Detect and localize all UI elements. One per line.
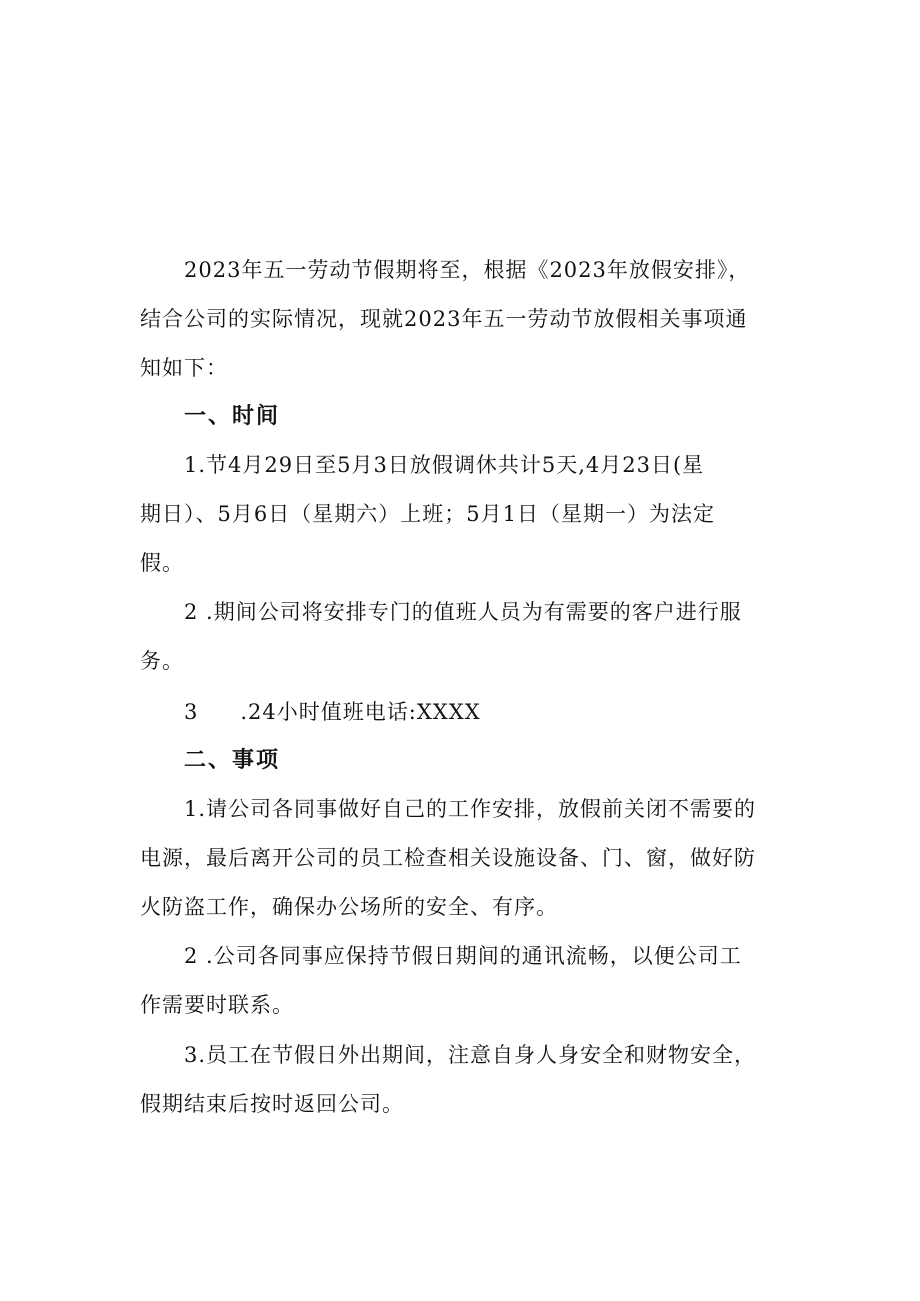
matters-item-2 — [140, 932, 800, 1030]
time-item-3-text: .24小时值班电话:XXXX — [240, 700, 481, 724]
matters-item-3-line-2: 假期结束后按时返回公司。 — [140, 1092, 404, 1116]
section-heading-time: 一、时间 — [184, 404, 281, 429]
matters-item-3 — [140, 1031, 800, 1129]
matters-item-1 — [140, 785, 800, 932]
matters-item-1-line-3: 火防盗工作，确保办公场所的安全、有序。 — [140, 895, 558, 919]
time-item-1-line-1: 1.节4月29日至5月3日放假调休共计5天,4月23日(星 — [184, 453, 705, 477]
intro-line-2: 结合公司的实际情况，现就2023年五一劳动节放假相关事项通 — [140, 307, 748, 331]
matters-item-1-line-1: 1.请公司各同事做好自己的工作安排，放假前关闭不需要的 — [184, 797, 757, 821]
time-item-3 — [140, 688, 800, 737]
matters-item-2-line-2: 作需要时联系。 — [140, 993, 294, 1017]
time-item-2-line-2: 务。 — [140, 649, 184, 673]
matters-item-2-line-1: 2 .公司各同事应保持节假日期间的通讯流畅，以便公司工 — [184, 944, 742, 968]
time-item-1 — [140, 441, 800, 588]
time-item-3-line — [140, 688, 800, 737]
time-item-2-line-1: 2 .期间公司将安排专门的值班人员为有需要的客户进行服 — [184, 600, 742, 624]
time-item-1-line-3: 假。 — [140, 551, 184, 575]
time-item-2 — [140, 588, 800, 686]
matters-item-3-line-1: 3.员工在节假日外出期间，注意自身人身安全和财物安全， — [184, 1043, 757, 1067]
intro-line-3: 知如下： — [140, 356, 228, 380]
intro-paragraph — [140, 246, 800, 393]
matters-item-1-line-2: 电源，最后离开公司的员工检查相关设施设备、门、窗，做好防 — [140, 846, 756, 870]
time-item-1-line-2: 期日）、5月6日（星期六）上班；5月1日（星期一）为法定 — [140, 502, 715, 526]
section-heading-matters: 二、事项 — [184, 748, 281, 773]
intro-line-1: 2023年五一劳动节假期将至，根据《2023年放假安排》， — [184, 258, 751, 282]
time-item-3-number: 3 — [184, 700, 199, 724]
